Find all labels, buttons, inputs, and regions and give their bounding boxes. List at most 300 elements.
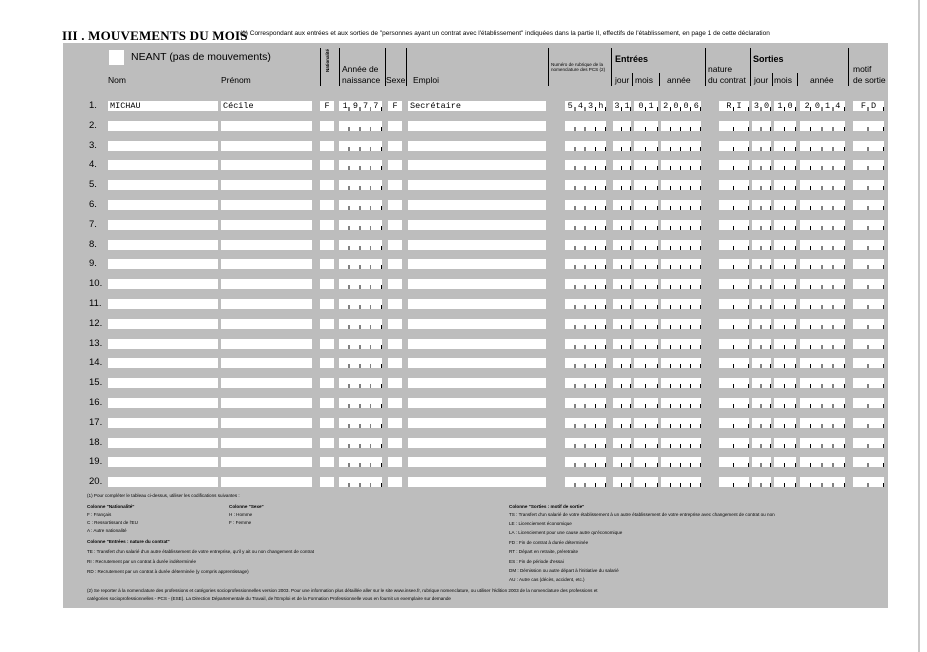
prenom-field[interactable] (221, 319, 312, 329)
pcs-field[interactable] (565, 259, 606, 269)
prenom-field[interactable] (221, 180, 312, 190)
nom-field[interactable] (108, 457, 218, 467)
nom-field[interactable] (108, 418, 218, 428)
entree-jour-field[interactable] (613, 141, 631, 151)
motif-sortie-field[interactable] (853, 220, 884, 230)
nature-contrat-field[interactable] (719, 160, 749, 170)
entree-mois-field[interactable] (634, 259, 658, 269)
pcs-field[interactable] (565, 358, 606, 368)
nationalite-field[interactable] (320, 160, 334, 170)
motif-sortie-field[interactable] (853, 160, 884, 170)
emploi-field[interactable] (408, 319, 546, 329)
sortie-annee-field[interactable] (800, 220, 845, 230)
sortie-mois-field[interactable] (774, 339, 796, 349)
nature-contrat-field[interactable] (719, 299, 749, 309)
nature-contrat-field[interactable] (719, 378, 749, 388)
entree-mois-field[interactable] (634, 418, 658, 428)
pcs-field[interactable] (565, 220, 606, 230)
entree-mois-field[interactable] (634, 398, 658, 408)
nationalite-field[interactable] (320, 319, 334, 329)
sortie-mois-field[interactable] (774, 160, 796, 170)
sortie-jour-field[interactable] (752, 438, 771, 448)
entree-annee-field[interactable] (661, 457, 701, 467)
entree-mois-field[interactable] (634, 299, 658, 309)
nature-contrat-field[interactable] (719, 358, 749, 368)
entree-annee-field[interactable] (661, 358, 701, 368)
entree-jour-field[interactable] (613, 279, 631, 289)
annee-naissance-field[interactable] (339, 319, 382, 329)
sortie-annee-field[interactable] (800, 477, 845, 487)
sortie-annee-field[interactable] (800, 418, 845, 428)
entree-annee-field[interactable] (661, 121, 701, 131)
sortie-jour-field[interactable] (752, 101, 771, 111)
sexe-field[interactable] (388, 160, 402, 170)
prenom-field[interactable] (221, 259, 312, 269)
sexe-field[interactable] (388, 477, 402, 487)
entree-annee-field[interactable] (661, 200, 701, 210)
entree-annee-field[interactable] (661, 259, 701, 269)
pcs-field[interactable] (565, 180, 606, 190)
annee-naissance-field[interactable] (339, 457, 382, 467)
pcs-field[interactable] (565, 418, 606, 428)
sortie-annee-field[interactable] (800, 101, 845, 111)
nature-contrat-field[interactable] (719, 259, 749, 269)
sortie-jour-field[interactable] (752, 200, 771, 210)
prenom-field[interactable] (221, 101, 312, 111)
sortie-jour-field[interactable] (752, 457, 771, 467)
sexe-field[interactable] (388, 101, 402, 111)
entree-annee-field[interactable] (661, 418, 701, 428)
annee-naissance-field[interactable] (339, 339, 382, 349)
nationalite-field[interactable] (320, 200, 334, 210)
sortie-annee-field[interactable] (800, 438, 845, 448)
emploi-field[interactable] (408, 259, 546, 269)
sortie-jour-field[interactable] (752, 259, 771, 269)
pcs-field[interactable] (565, 378, 606, 388)
sortie-jour-field[interactable] (752, 477, 771, 487)
entree-jour-field[interactable] (613, 319, 631, 329)
sortie-mois-field[interactable] (774, 101, 796, 111)
pcs-field[interactable] (565, 398, 606, 408)
sortie-annee-field[interactable] (800, 160, 845, 170)
nationalite-field[interactable] (320, 220, 334, 230)
entree-jour-field[interactable] (613, 477, 631, 487)
nationalite-field[interactable] (320, 438, 334, 448)
nature-contrat-field[interactable] (719, 279, 749, 289)
nom-field[interactable] (108, 398, 218, 408)
sortie-jour-field[interactable] (752, 160, 771, 170)
prenom-field[interactable] (221, 220, 312, 230)
sortie-mois-field[interactable] (774, 398, 796, 408)
entree-jour-field[interactable] (613, 180, 631, 190)
sortie-annee-field[interactable] (800, 240, 845, 250)
nature-contrat-field[interactable] (719, 101, 749, 111)
sortie-mois-field[interactable] (774, 141, 796, 151)
motif-sortie-field[interactable] (853, 200, 884, 210)
sexe-field[interactable] (388, 319, 402, 329)
nationalite-field[interactable] (320, 240, 334, 250)
entree-jour-field[interactable] (613, 358, 631, 368)
sortie-annee-field[interactable] (800, 200, 845, 210)
sortie-jour-field[interactable] (752, 319, 771, 329)
nom-field[interactable] (108, 141, 218, 151)
entree-annee-field[interactable] (661, 180, 701, 190)
nationalite-field[interactable] (320, 259, 334, 269)
nom-field[interactable] (108, 358, 218, 368)
nature-contrat-field[interactable] (719, 477, 749, 487)
nature-contrat-field[interactable] (719, 398, 749, 408)
nature-contrat-field[interactable] (719, 141, 749, 151)
sortie-annee-field[interactable] (800, 358, 845, 368)
entree-jour-field[interactable] (613, 259, 631, 269)
sortie-annee-field[interactable] (800, 299, 845, 309)
nom-field[interactable] (108, 339, 218, 349)
sortie-mois-field[interactable] (774, 240, 796, 250)
entree-jour-field[interactable] (613, 398, 631, 408)
emploi-field[interactable] (408, 101, 546, 111)
entree-annee-field[interactable] (661, 438, 701, 448)
sortie-annee-field[interactable] (800, 319, 845, 329)
sortie-annee-field[interactable] (800, 121, 845, 131)
sortie-mois-field[interactable] (774, 358, 796, 368)
prenom-field[interactable] (221, 160, 312, 170)
emploi-field[interactable] (408, 378, 546, 388)
entree-mois-field[interactable] (634, 240, 658, 250)
emploi-field[interactable] (408, 220, 546, 230)
sexe-field[interactable] (388, 398, 402, 408)
prenom-field[interactable] (221, 398, 312, 408)
sexe-field[interactable] (388, 180, 402, 190)
nature-contrat-field[interactable] (719, 438, 749, 448)
entree-annee-field[interactable] (661, 378, 701, 388)
entree-mois-field[interactable] (634, 477, 658, 487)
sexe-field[interactable] (388, 378, 402, 388)
annee-naissance-field[interactable] (339, 101, 382, 111)
pcs-field[interactable] (565, 240, 606, 250)
entree-mois-field[interactable] (634, 339, 658, 349)
entree-annee-field[interactable] (661, 477, 701, 487)
sortie-mois-field[interactable] (774, 279, 796, 289)
annee-naissance-field[interactable] (339, 240, 382, 250)
entree-jour-field[interactable] (613, 339, 631, 349)
entree-jour-field[interactable] (613, 160, 631, 170)
sortie-annee-field[interactable] (800, 378, 845, 388)
entree-mois-field[interactable] (634, 220, 658, 230)
entree-mois-field[interactable] (634, 160, 658, 170)
nom-field[interactable] (108, 200, 218, 210)
pcs-field[interactable] (565, 101, 606, 111)
entree-annee-field[interactable] (661, 339, 701, 349)
entree-annee-field[interactable] (661, 398, 701, 408)
prenom-field[interactable] (221, 418, 312, 428)
prenom-field[interactable] (221, 339, 312, 349)
entree-jour-field[interactable] (613, 457, 631, 467)
prenom-field[interactable] (221, 358, 312, 368)
prenom-field[interactable] (221, 299, 312, 309)
prenom-field[interactable] (221, 457, 312, 467)
entree-jour-field[interactable] (613, 378, 631, 388)
pcs-field[interactable] (565, 319, 606, 329)
nom-field[interactable] (108, 160, 218, 170)
sortie-annee-field[interactable] (800, 398, 845, 408)
motif-sortie-field[interactable] (853, 180, 884, 190)
entree-mois-field[interactable] (634, 101, 658, 111)
sortie-mois-field[interactable] (774, 418, 796, 428)
pcs-field[interactable] (565, 160, 606, 170)
motif-sortie-field[interactable] (853, 279, 884, 289)
annee-naissance-field[interactable] (339, 398, 382, 408)
entree-mois-field[interactable] (634, 378, 658, 388)
annee-naissance-field[interactable] (339, 438, 382, 448)
sortie-annee-field[interactable] (800, 180, 845, 190)
sortie-jour-field[interactable] (752, 398, 771, 408)
sortie-jour-field[interactable] (752, 339, 771, 349)
emploi-field[interactable] (408, 180, 546, 190)
annee-naissance-field[interactable] (339, 279, 382, 289)
pcs-field[interactable] (565, 339, 606, 349)
sortie-mois-field[interactable] (774, 378, 796, 388)
sortie-mois-field[interactable] (774, 457, 796, 467)
annee-naissance-field[interactable] (339, 378, 382, 388)
nationalite-field[interactable] (320, 299, 334, 309)
nature-contrat-field[interactable] (719, 319, 749, 329)
sortie-mois-field[interactable] (774, 477, 796, 487)
sortie-annee-field[interactable] (800, 457, 845, 467)
emploi-field[interactable] (408, 160, 546, 170)
entree-mois-field[interactable] (634, 180, 658, 190)
entree-jour-field[interactable] (613, 121, 631, 131)
motif-sortie-field[interactable] (853, 259, 884, 269)
prenom-field[interactable] (221, 141, 312, 151)
entree-jour-field[interactable] (613, 200, 631, 210)
nationalite-field[interactable] (320, 141, 334, 151)
sortie-annee-field[interactable] (800, 339, 845, 349)
entree-annee-field[interactable] (661, 220, 701, 230)
nature-contrat-field[interactable] (719, 180, 749, 190)
motif-sortie-field[interactable] (853, 141, 884, 151)
entree-jour-field[interactable] (613, 418, 631, 428)
entree-jour-field[interactable] (613, 438, 631, 448)
sortie-jour-field[interactable] (752, 378, 771, 388)
nationalite-field[interactable] (320, 279, 334, 289)
pcs-field[interactable] (565, 279, 606, 289)
annee-naissance-field[interactable] (339, 259, 382, 269)
nationalite-field[interactable] (320, 457, 334, 467)
sexe-field[interactable] (388, 438, 402, 448)
motif-sortie-field[interactable] (853, 398, 884, 408)
emploi-field[interactable] (408, 477, 546, 487)
emploi-field[interactable] (408, 279, 546, 289)
prenom-field[interactable] (221, 438, 312, 448)
emploi-field[interactable] (408, 418, 546, 428)
entree-jour-field[interactable] (613, 299, 631, 309)
prenom-field[interactable] (221, 279, 312, 289)
prenom-field[interactable] (221, 378, 312, 388)
annee-naissance-field[interactable] (339, 358, 382, 368)
entree-mois-field[interactable] (634, 279, 658, 289)
sortie-annee-field[interactable] (800, 259, 845, 269)
entree-mois-field[interactable] (634, 200, 658, 210)
nom-field[interactable] (108, 477, 218, 487)
sexe-field[interactable] (388, 121, 402, 131)
emploi-field[interactable] (408, 299, 546, 309)
emploi-field[interactable] (408, 141, 546, 151)
sexe-field[interactable] (388, 141, 402, 151)
prenom-field[interactable] (221, 200, 312, 210)
nom-field[interactable] (108, 240, 218, 250)
sortie-mois-field[interactable] (774, 200, 796, 210)
motif-sortie-field[interactable] (853, 358, 884, 368)
sortie-mois-field[interactable] (774, 121, 796, 131)
sortie-mois-field[interactable] (774, 180, 796, 190)
sortie-annee-field[interactable] (800, 141, 845, 151)
nom-field[interactable] (108, 220, 218, 230)
nom-field[interactable] (108, 378, 218, 388)
emploi-field[interactable] (408, 438, 546, 448)
entree-mois-field[interactable] (634, 358, 658, 368)
entree-jour-field[interactable] (613, 220, 631, 230)
sexe-field[interactable] (388, 457, 402, 467)
motif-sortie-field[interactable] (853, 299, 884, 309)
pcs-field[interactable] (565, 200, 606, 210)
sexe-field[interactable] (388, 240, 402, 250)
sortie-mois-field[interactable] (774, 319, 796, 329)
pcs-field[interactable] (565, 121, 606, 131)
nationalite-field[interactable] (320, 180, 334, 190)
nom-field[interactable] (108, 299, 218, 309)
sortie-jour-field[interactable] (752, 220, 771, 230)
sexe-field[interactable] (388, 259, 402, 269)
sexe-field[interactable] (388, 200, 402, 210)
entree-annee-field[interactable] (661, 101, 701, 111)
nationalite-field[interactable] (320, 398, 334, 408)
prenom-field[interactable] (221, 477, 312, 487)
emploi-field[interactable] (408, 240, 546, 250)
motif-sortie-field[interactable] (853, 477, 884, 487)
sortie-jour-field[interactable] (752, 180, 771, 190)
entree-annee-field[interactable] (661, 141, 701, 151)
motif-sortie-field[interactable] (853, 339, 884, 349)
nom-field[interactable] (108, 279, 218, 289)
nationalite-field[interactable] (320, 339, 334, 349)
entree-annee-field[interactable] (661, 160, 701, 170)
motif-sortie-field[interactable] (853, 418, 884, 428)
motif-sortie-field[interactable] (853, 319, 884, 329)
annee-naissance-field[interactable] (339, 180, 382, 190)
sortie-mois-field[interactable] (774, 438, 796, 448)
nationalite-field[interactable] (320, 477, 334, 487)
nature-contrat-field[interactable] (719, 220, 749, 230)
sortie-jour-field[interactable] (752, 240, 771, 250)
pcs-field[interactable] (565, 299, 606, 309)
annee-naissance-field[interactable] (339, 477, 382, 487)
nature-contrat-field[interactable] (719, 457, 749, 467)
entree-mois-field[interactable] (634, 319, 658, 329)
pcs-field[interactable] (565, 457, 606, 467)
sortie-mois-field[interactable] (774, 259, 796, 269)
pcs-field[interactable] (565, 141, 606, 151)
motif-sortie-field[interactable] (853, 457, 884, 467)
motif-sortie-field[interactable] (853, 121, 884, 131)
sexe-field[interactable] (388, 358, 402, 368)
entree-annee-field[interactable] (661, 299, 701, 309)
entree-mois-field[interactable] (634, 457, 658, 467)
annee-naissance-field[interactable] (339, 299, 382, 309)
nature-contrat-field[interactable] (719, 339, 749, 349)
sortie-jour-field[interactable] (752, 279, 771, 289)
prenom-field[interactable] (221, 240, 312, 250)
motif-sortie-field[interactable] (853, 438, 884, 448)
emploi-field[interactable] (408, 398, 546, 408)
annee-naissance-field[interactable] (339, 418, 382, 428)
sexe-field[interactable] (388, 418, 402, 428)
entree-mois-field[interactable] (634, 438, 658, 448)
nom-field[interactable] (108, 438, 218, 448)
motif-sortie-field[interactable] (853, 378, 884, 388)
sexe-field[interactable] (388, 220, 402, 230)
prenom-field[interactable] (221, 121, 312, 131)
entree-annee-field[interactable] (661, 240, 701, 250)
nature-contrat-field[interactable] (719, 418, 749, 428)
nom-field[interactable] (108, 180, 218, 190)
sortie-annee-field[interactable] (800, 279, 845, 289)
motif-sortie-field[interactable] (853, 240, 884, 250)
pcs-field[interactable] (565, 477, 606, 487)
annee-naissance-field[interactable] (339, 160, 382, 170)
sexe-field[interactable] (388, 279, 402, 289)
annee-naissance-field[interactable] (339, 121, 382, 131)
entree-annee-field[interactable] (661, 279, 701, 289)
nature-contrat-field[interactable] (719, 121, 749, 131)
sortie-jour-field[interactable] (752, 121, 771, 131)
nationalite-field[interactable] (320, 121, 334, 131)
sortie-jour-field[interactable] (752, 418, 771, 428)
sexe-field[interactable] (388, 299, 402, 309)
annee-naissance-field[interactable] (339, 220, 382, 230)
emploi-field[interactable] (408, 358, 546, 368)
pcs-field[interactable] (565, 438, 606, 448)
sortie-jour-field[interactable] (752, 141, 771, 151)
emploi-field[interactable] (408, 121, 546, 131)
nom-field[interactable] (108, 121, 218, 131)
neant-checkbox[interactable] (109, 50, 124, 65)
nationalite-field[interactable] (320, 358, 334, 368)
sexe-field[interactable] (388, 339, 402, 349)
emploi-field[interactable] (408, 339, 546, 349)
motif-sortie-field[interactable] (853, 101, 884, 111)
sortie-jour-field[interactable] (752, 358, 771, 368)
annee-naissance-field[interactable] (339, 200, 382, 210)
entree-mois-field[interactable] (634, 141, 658, 151)
nom-field[interactable] (108, 101, 218, 111)
sortie-mois-field[interactable] (774, 220, 796, 230)
nationalite-field[interactable] (320, 378, 334, 388)
nature-contrat-field[interactable] (719, 240, 749, 250)
entree-annee-field[interactable] (661, 319, 701, 329)
nationalite-field[interactable] (320, 101, 334, 111)
sortie-mois-field[interactable] (774, 299, 796, 309)
nationalite-field[interactable] (320, 418, 334, 428)
entree-jour-field[interactable] (613, 240, 631, 250)
nature-contrat-field[interactable] (719, 200, 749, 210)
emploi-field[interactable] (408, 457, 546, 467)
annee-naissance-field[interactable] (339, 141, 382, 151)
entree-mois-field[interactable] (634, 121, 658, 131)
emploi-field[interactable] (408, 200, 546, 210)
nom-field[interactable] (108, 319, 218, 329)
sortie-jour-field[interactable] (752, 299, 771, 309)
entree-jour-field[interactable] (613, 101, 631, 111)
